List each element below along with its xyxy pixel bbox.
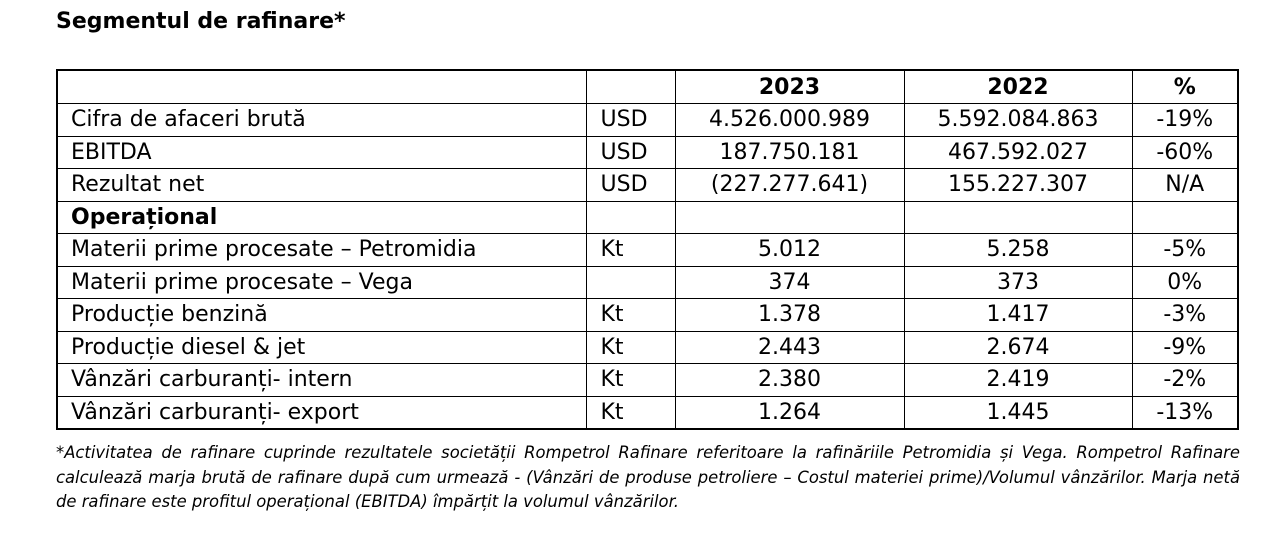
row-unit: Kt [586,396,675,429]
value-percent: N/A [1132,169,1238,202]
row-label: Producție benzină [57,299,586,332]
value-2022: 5.258 [904,234,1132,267]
header-label [57,70,586,104]
row-label: Rezultat net [57,169,586,202]
table-row [57,266,1238,299]
header-2022: 2022 [904,70,1132,104]
value-2022: 1.445 [904,396,1132,429]
table-row [57,136,1238,169]
row-unit [586,201,675,234]
row-label: Operațional [57,201,586,234]
value-2022: 155.227.307 [904,169,1132,202]
row-label: Cifra de afaceri brută [57,104,586,137]
value-2022: 467.592.027 [904,136,1132,169]
value-percent: 0% [1132,266,1238,299]
value-2022: 2.674 [904,331,1132,364]
row-label: Vânzări carburanți- export [57,396,586,429]
table-row [57,169,1238,202]
header-unit [586,70,675,104]
row-label: Materii prime procesate – Petromidia [57,234,586,267]
section-title: Segmentul de rafinare* [56,9,346,34]
row-label: Vânzări carburanți- intern [57,364,586,397]
table-header-row [57,70,1238,104]
row-unit: USD [586,136,675,169]
row-unit: Kt [586,234,675,267]
row-label: EBITDA [57,136,586,169]
value-percent: -19% [1132,104,1238,137]
value-percent: -13% [1132,396,1238,429]
row-label: Materii prime procesate – Vega [57,266,586,299]
value-2023: 1.378 [675,299,904,332]
header-2023: 2023 [675,70,904,104]
table-row [57,331,1238,364]
value-2023 [675,201,904,234]
value-2023: 5.012 [675,234,904,267]
row-unit: Kt [586,364,675,397]
value-2022: 2.419 [904,364,1132,397]
value-2023: 4.526.000.989 [675,104,904,137]
header-percent: % [1132,70,1238,104]
table-row [57,396,1238,429]
value-2022 [904,201,1132,234]
value-percent: -3% [1132,299,1238,332]
table-body [57,70,1238,429]
footnote: *Activitatea de rafinare cuprinde rezultatele societății Rompetrol Rafinare referitoare la rafinăriile Petromidia și Vega. Rompetrol Rafinare calculează marja brută de rafinare după cum urmează - (Vânzări de produse petroliere – Costul materiei prime)/Volumul vânzărilor. Marja netă de rafinare este profitul operațional (EBITDA) împărțit la volumul vânzărilor. [56,443,1240,511]
section-row [57,201,1238,234]
row-unit: USD [586,104,675,137]
row-unit: Kt [586,331,675,364]
value-2023: 2.443 [675,331,904,364]
value-2023: 1.264 [675,396,904,429]
row-unit: Kt [586,299,675,332]
value-2022: 1.417 [904,299,1132,332]
value-2023: 187.750.181 [675,136,904,169]
value-2022: 5.592.084.863 [904,104,1132,137]
row-label: Producție diesel & jet [57,331,586,364]
table-row [57,104,1238,137]
table-row [57,299,1238,332]
table-row [57,234,1238,267]
value-percent: -5% [1132,234,1238,267]
row-unit [586,266,675,299]
table-row [57,364,1238,397]
refining-segment-table [56,69,1239,430]
value-2022: 373 [904,266,1132,299]
value-percent [1132,201,1238,234]
value-percent: -60% [1132,136,1238,169]
value-percent: -9% [1132,331,1238,364]
value-percent: -2% [1132,364,1238,397]
value-2023: 374 [675,266,904,299]
row-unit: USD [586,169,675,202]
value-2023: 2.380 [675,364,904,397]
value-2023: (227.277.641) [675,169,904,202]
